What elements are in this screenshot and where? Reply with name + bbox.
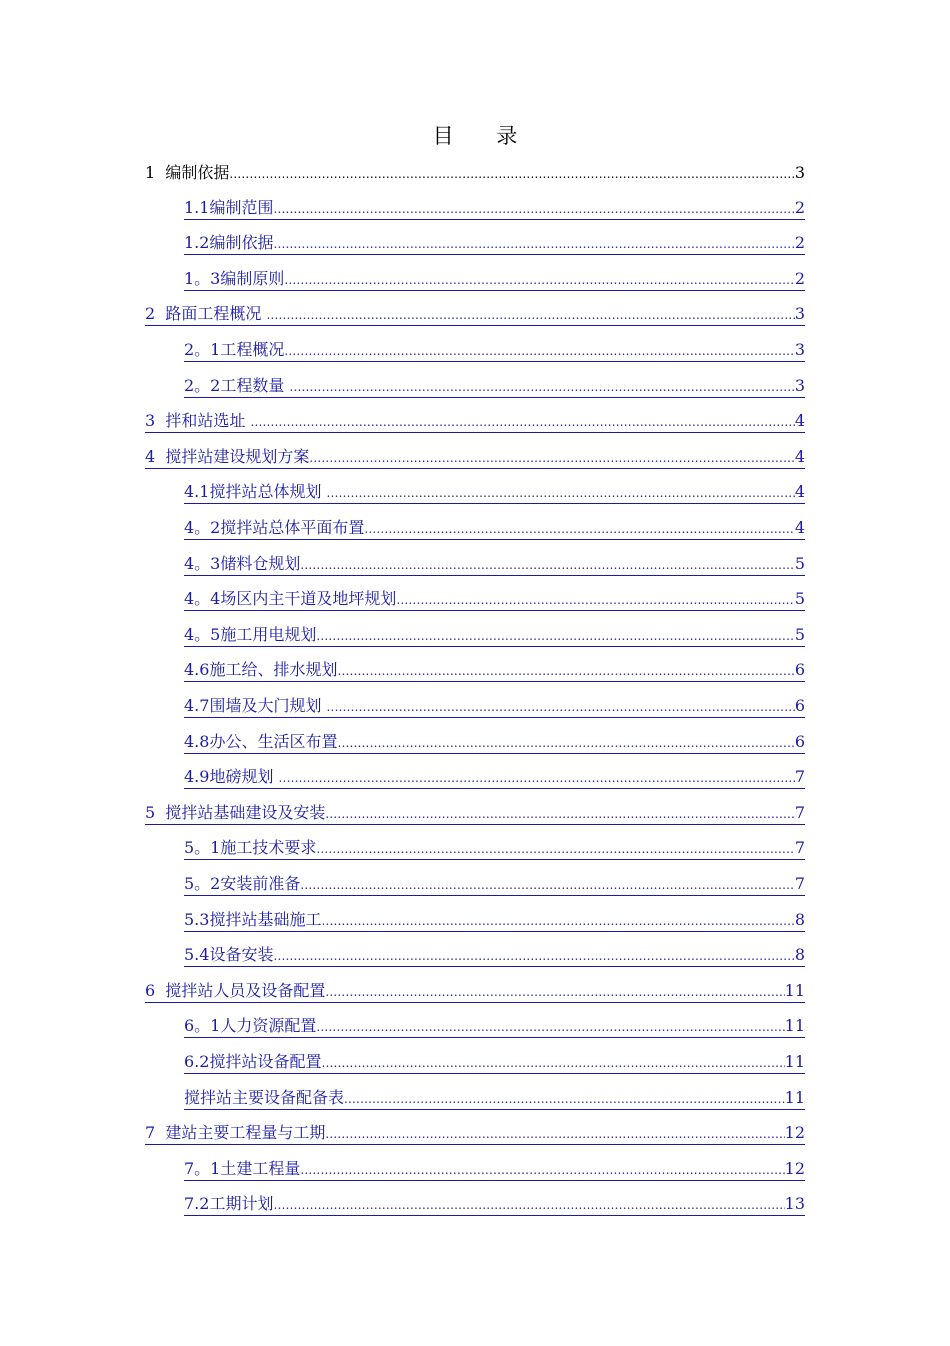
toc-entry[interactable] <box>145 439 805 469</box>
toc-page-number: 11 <box>785 1015 805 1038</box>
toc-entry[interactable] <box>184 1008 805 1038</box>
dot-leader <box>321 1051 784 1074</box>
toc-entry[interactable] <box>184 688 805 718</box>
dot-leader <box>273 232 794 255</box>
toc-page-number: 11 <box>785 1051 805 1074</box>
toc-entry[interactable] <box>184 937 805 967</box>
toc-page-number: 3 <box>794 163 805 182</box>
dot-leader <box>229 162 794 184</box>
toc-page-number: 8 <box>795 944 805 967</box>
toc-entry-text: 5。1施工技术要求 <box>184 837 316 860</box>
toc-entry-text: 3 拌和站选址 <box>145 410 250 433</box>
toc-page-number: 4 <box>795 446 805 469</box>
toc-entry-text: 7 建站主要工程量与工期 <box>145 1122 325 1145</box>
toc-entry-text: 4.7围墙及大门规划 <box>184 695 327 718</box>
toc-entry-text: 5.3搅拌站基础施工 <box>184 909 321 932</box>
dot-leader <box>396 588 794 611</box>
toc-entry[interactable] <box>184 1080 805 1110</box>
toc-page-number: 12 <box>785 1158 805 1181</box>
dot-leader <box>284 268 794 291</box>
toc-entry[interactable] <box>145 296 805 326</box>
toc-entry[interactable] <box>184 581 805 611</box>
toc-entry-text: 4.6施工给、排水规划 <box>184 659 337 682</box>
dot-leader <box>325 980 784 1003</box>
toc-entry[interactable] <box>184 546 805 576</box>
toc-entry-text: 2。2工程数量 <box>184 375 289 398</box>
toc-entry-text: 1.1编制范围 <box>184 197 273 220</box>
toc-entry-text: 4.1搅拌站总体规划 <box>184 481 327 504</box>
toc-page-number: 6 <box>795 695 805 718</box>
toc-page-number: 13 <box>785 1193 805 1216</box>
toc-page-number: 2 <box>795 232 805 255</box>
toc-entry-text: 6。1人力资源配置 <box>184 1015 316 1038</box>
toc-entry-text: 4。5施工用电规划 <box>184 624 316 647</box>
toc-entry-text: 6.2搅拌站设备配置 <box>184 1051 321 1074</box>
dot-leader <box>266 303 794 326</box>
dot-leader <box>273 197 794 220</box>
toc-entry[interactable] <box>184 1186 805 1216</box>
dot-leader <box>309 446 794 469</box>
toc-page-number: 7 <box>795 766 805 789</box>
toc-entry[interactable] <box>184 830 805 860</box>
toc-entry[interactable] <box>184 1151 805 1181</box>
toc-entry[interactable] <box>145 1115 805 1145</box>
dot-leader <box>325 1122 784 1145</box>
toc-entry-text: 1.2编制依据 <box>184 232 273 255</box>
toc-page-number: 2 <box>795 197 805 220</box>
toc-entry-text: 4。4场区内主干道及地坪规划 <box>184 588 396 611</box>
toc-page-number: 8 <box>795 909 805 932</box>
toc-entry-text: 1。3编制原则 <box>184 268 284 291</box>
dot-leader <box>273 944 794 967</box>
toc-page-number: 5 <box>795 624 805 647</box>
dot-leader <box>316 1015 784 1038</box>
dot-leader <box>279 766 795 789</box>
toc-entry[interactable] <box>184 261 805 291</box>
dot-leader <box>250 410 794 433</box>
toc-page-number: 5 <box>795 553 805 576</box>
toc-page-number: 5 <box>795 588 805 611</box>
dot-leader <box>316 837 794 860</box>
toc-entry-text: 7。1土建工程量 <box>184 1158 300 1181</box>
toc-entry-text: 5 搅拌站基础建设及安装 <box>145 802 325 825</box>
dot-leader <box>316 624 794 647</box>
toc-entry-text: 2。1工程概况 <box>184 339 284 362</box>
toc-page-number: 3 <box>795 339 805 362</box>
dot-leader <box>364 517 794 540</box>
toc-entry[interactable] <box>184 652 805 682</box>
toc-page-number: 3 <box>795 303 805 326</box>
toc-entry[interactable] <box>184 724 805 754</box>
toc-title: 目 录 <box>432 124 536 148</box>
dot-leader <box>344 1087 785 1110</box>
dot-leader <box>337 731 794 754</box>
toc-page-number: 6 <box>795 731 805 754</box>
dot-leader <box>300 873 794 896</box>
dot-leader <box>327 481 795 504</box>
toc-entry[interactable] <box>184 866 805 896</box>
toc-entry-text: 4。2搅拌站总体平面布置 <box>184 517 364 540</box>
toc-page-number: 4 <box>795 410 805 433</box>
toc-page-number: 7 <box>795 873 805 896</box>
toc-entry-text: 4 搅拌站建设规划方案 <box>145 446 309 469</box>
toc-entry[interactable] <box>184 225 805 255</box>
toc-entry-text: 4。3储料仓规划 <box>184 553 300 576</box>
toc-entry-text: 5.4设备安装 <box>184 944 273 967</box>
dot-leader <box>327 695 795 718</box>
dot-leader <box>273 1193 784 1216</box>
toc-entry[interactable] <box>184 902 805 932</box>
toc-entry-text: 4.8办公、生活区布置 <box>184 731 337 754</box>
toc-page-number: 4 <box>795 517 805 540</box>
toc-entry[interactable] <box>184 474 805 504</box>
toc-page-number: 3 <box>795 375 805 398</box>
dot-leader <box>321 909 794 932</box>
toc-page-number: 4 <box>795 481 805 504</box>
toc-page-number: 11 <box>785 1087 805 1110</box>
toc-entry[interactable] <box>184 617 805 647</box>
toc-entry[interactable] <box>184 332 805 362</box>
toc-entry-text: 5。2安装前准备 <box>184 873 300 896</box>
toc-entry-text: 6 搅拌站人员及设备配置 <box>145 980 325 1003</box>
toc-entry[interactable] <box>184 368 805 398</box>
toc-entry[interactable] <box>184 759 805 789</box>
toc-entry[interactable] <box>145 795 805 825</box>
toc-page-number: 7 <box>795 837 805 860</box>
toc-entry[interactable] <box>184 1044 805 1074</box>
toc-page-number: 6 <box>795 659 805 682</box>
dot-leader <box>300 1158 784 1181</box>
toc-entry-text: 2 路面工程概况 <box>145 303 266 326</box>
dot-leader <box>284 339 794 362</box>
toc-entry <box>145 154 805 184</box>
toc-page-number: 11 <box>785 980 805 1003</box>
toc-entry[interactable] <box>184 190 805 220</box>
toc-entry-text: 搅拌站主要设备配备表 <box>184 1087 344 1110</box>
dot-leader <box>325 802 794 825</box>
toc-page-number: 2 <box>795 268 805 291</box>
toc-entry-text: 7.2工期计划 <box>184 1193 273 1216</box>
dot-leader <box>337 659 794 682</box>
toc-entry[interactable] <box>145 973 805 1003</box>
toc-entry-text: 4.9地磅规划 <box>184 766 279 789</box>
dot-leader <box>289 375 794 398</box>
toc-entry-text: 1 编制依据 <box>145 163 230 182</box>
toc-page-number: 7 <box>795 802 805 825</box>
toc-entry[interactable] <box>184 510 805 540</box>
toc-entry[interactable] <box>145 403 805 433</box>
dot-leader <box>300 553 794 576</box>
toc-page-number: 12 <box>785 1122 805 1145</box>
